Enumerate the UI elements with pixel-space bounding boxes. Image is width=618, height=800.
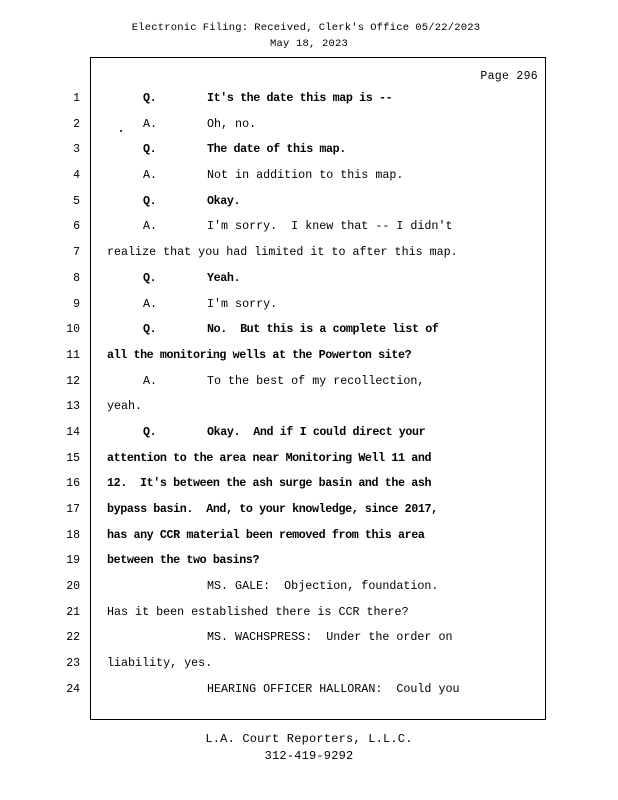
transcript-line <box>0 219 618 245</box>
stray-mark <box>120 130 122 132</box>
speaker-label: Q. <box>143 142 157 157</box>
line-text: It's the date this map is -- <box>207 91 393 105</box>
line-number: 14 <box>66 425 80 439</box>
line-number: 11 <box>66 348 80 362</box>
speaker-label: Q. <box>143 270 157 285</box>
transcript-line <box>0 271 618 297</box>
efiling-header <box>0 20 618 52</box>
hearing-date: May 18, 2023 <box>269 38 348 50</box>
transcript-line <box>0 451 618 477</box>
line-text: Okay. <box>207 193 241 208</box>
speaker-label: A. <box>143 116 158 131</box>
transcript-line <box>0 117 618 143</box>
efiling-word-clerks: Clerk's <box>318 22 365 34</box>
line-number: 2 <box>73 117 80 131</box>
reporter-company: L.A. Court Reporters, L.L.C. <box>205 732 413 746</box>
transcript-line <box>0 476 618 502</box>
transcript-line <box>0 656 618 682</box>
transcript-line <box>0 348 618 374</box>
line-text: between the two basins? <box>107 553 260 568</box>
transcript-line <box>0 297 618 323</box>
line-number: 16 <box>66 477 80 491</box>
line-text: Oh, no. <box>207 116 257 131</box>
reporter-phone: 312-419-9292 <box>264 749 354 763</box>
transcript-line <box>0 553 618 579</box>
transcript-line <box>0 374 618 400</box>
line-text: I'm sorry. I knew that -- I didn't <box>207 219 453 234</box>
line-text: liability, yes. <box>107 656 213 671</box>
transcript-line <box>0 579 618 605</box>
line-text: Not in addition to this map. <box>207 168 404 183</box>
transcript-line <box>0 528 618 554</box>
line-text: MS. WACHSPRESS: Under the order on <box>207 630 453 645</box>
line-number: 4 <box>73 169 80 183</box>
line-number: 24 <box>66 682 80 696</box>
line-text: yeah. <box>107 399 143 414</box>
page-number: Page 296 <box>480 70 538 83</box>
line-number: 17 <box>66 503 80 516</box>
line-text: Has it been established there is CCR there? <box>107 604 409 619</box>
line-number: 10 <box>66 323 80 337</box>
transcript-line <box>0 91 618 117</box>
line-number: 8 <box>73 271 80 285</box>
line-text: attention to the area near Monitoring Well 11 and <box>107 450 432 465</box>
transcript-line <box>0 399 618 425</box>
line-number: 13 <box>66 400 80 414</box>
speaker-label: Q. <box>143 91 157 105</box>
speaker-label: A. <box>143 168 158 183</box>
transcript-line <box>0 245 618 271</box>
transcript-line <box>0 425 618 451</box>
line-text: The date of this map. <box>207 142 346 157</box>
line-number: 22 <box>66 631 80 645</box>
speaker-label: A. <box>143 219 158 234</box>
speaker-label: A. <box>143 296 158 311</box>
speaker-label: Q. <box>143 193 157 208</box>
speaker-label: Q. <box>143 424 157 439</box>
efiling-word-received: Received, <box>254 22 313 34</box>
line-number: 7 <box>73 246 80 260</box>
transcript-line <box>0 168 618 194</box>
line-text: No. But this is a complete list of <box>207 322 439 337</box>
line-number: 19 <box>66 554 80 568</box>
efiling-date: 05/22/2023 <box>415 22 481 34</box>
line-text: HEARING OFFICER HALLORAN: Could you <box>207 681 460 696</box>
line-number: 12 <box>66 374 80 388</box>
line-number: 9 <box>73 297 80 311</box>
efiling-word-electronic: Electronic <box>131 22 197 34</box>
line-number: 5 <box>73 194 80 208</box>
speaker-label: Q. <box>143 322 157 337</box>
transcript-line <box>0 142 618 168</box>
line-number: 3 <box>73 143 80 157</box>
line-number: 23 <box>66 657 80 671</box>
transcript-body <box>0 91 618 708</box>
line-number: 18 <box>66 528 80 542</box>
line-text: To the best of my recollection, <box>207 373 425 388</box>
line-text: Okay. And if I could direct your <box>207 424 426 439</box>
line-text: has any CCR material been removed from this area <box>107 527 425 542</box>
transcript-line <box>0 605 618 631</box>
line-number: 6 <box>73 220 80 234</box>
efiling-header-line1 <box>0 20 618 36</box>
transcript-line <box>0 322 618 348</box>
transcript-line <box>0 194 618 220</box>
transcript-line <box>0 502 618 528</box>
line-text: MS. GALE: Objection, foundation. <box>207 579 439 594</box>
efiling-word-filing: Filing: <box>202 22 249 34</box>
line-text: all the monitoring wells at the Powerton site? <box>107 347 412 362</box>
line-number: 1 <box>73 92 80 105</box>
line-text: Yeah. <box>207 270 241 285</box>
efiling-word-office: Office <box>370 22 410 34</box>
line-text: I'm sorry. <box>207 296 278 311</box>
line-number: 15 <box>66 451 80 465</box>
line-number: 21 <box>66 605 80 619</box>
speaker-label: A. <box>143 373 158 388</box>
transcript-line <box>0 682 618 708</box>
line-number: 20 <box>66 580 80 594</box>
page-footer <box>0 731 618 765</box>
transcript-line <box>0 630 618 656</box>
line-text: 12. It's between the ash surge basin and the ash <box>107 476 432 491</box>
line-text: bypass basin. And, to your knowledge, since 2017, <box>107 502 438 516</box>
line-text: realize that you had limited it to after this map. <box>107 245 458 260</box>
